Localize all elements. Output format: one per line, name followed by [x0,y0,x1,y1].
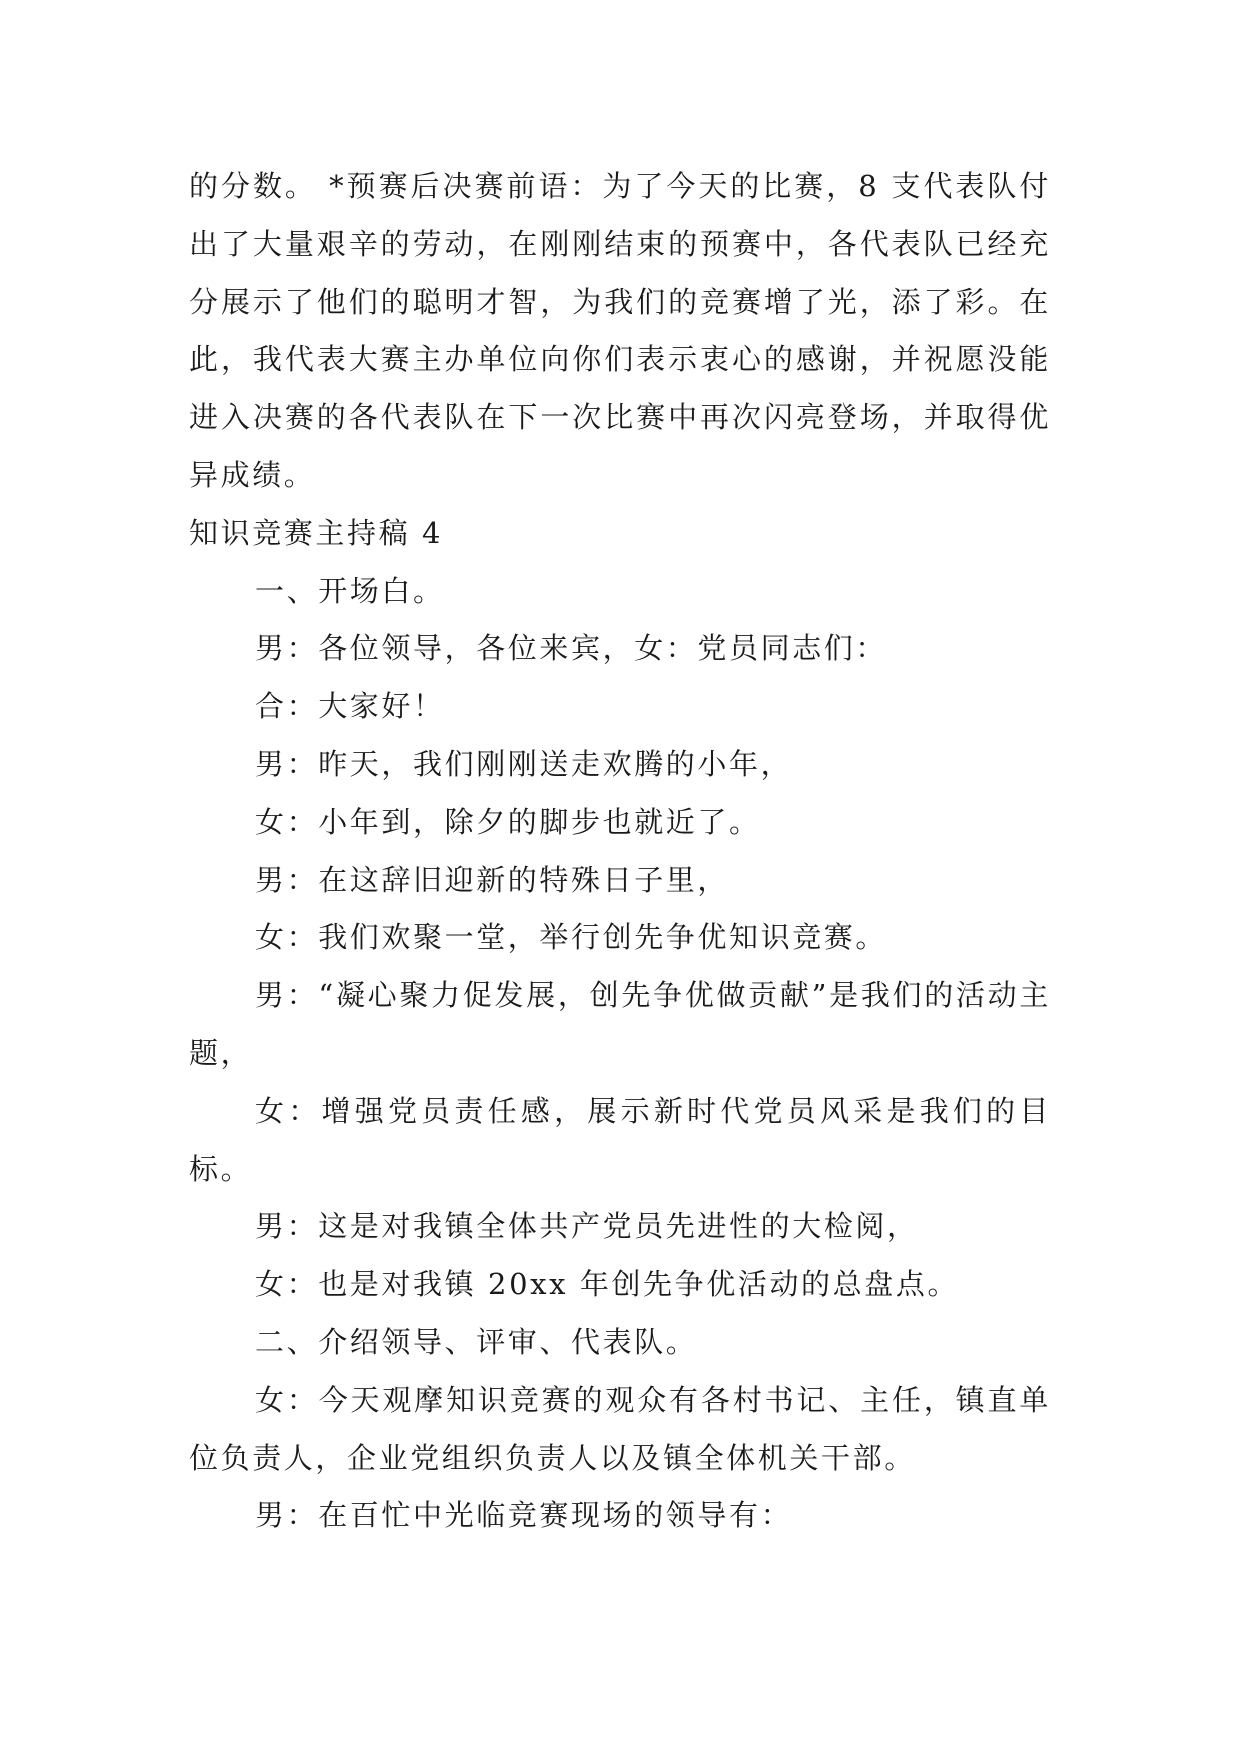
paragraph-intro-title: 二、介绍领导、评审、代表队。 [255,1324,698,1359]
paragraph-gathering: 女：我们欢聚一堂，举行创先争优知识竞赛。 [255,920,888,955]
paragraph-goal: 女：增强党员责任感，展示新时代党员风采是我们的目标。 [189,1093,1051,1186]
paragraph-review: 男：这是对我镇全体共产党员先进性的大检阅， [255,1209,919,1244]
paragraph-theme: 男：“凝心聚力促发展，创先争优做贡献”是我们的活动主题， [189,978,1051,1070]
section-heading: 知识竞赛主持稿 4 [189,515,444,550]
paragraph-prelim-closing: 的分数。 *预赛后决赛前语：为了今天的比赛，8 支代表队付出了大量艰辛的劳动，在刚刚结束的预赛中，各代表队已经充分展示了他们的聪明才智，为我们的竞赛增了光，添了彩。在此，我代表大赛主办单位向你们表示衷心的感谢，并祝愿没能进入决赛的各代表队在下一次比赛中再次闪亮登场，并取得优异成绩。 [189,169,1051,492]
document-body [189,158,1051,1545]
paragraph-together: 合：大家好！ [255,689,445,724]
paragraph-special-day: 男：在这辞旧迎新的特殊日子里， [255,862,730,897]
paragraph-new-year-eve: 女：小年到，除夕的脚步也就近了。 [255,804,761,839]
paragraph-leaders: 男：在百忙中光临竞赛现场的领导有： [255,1498,793,1533]
paragraph-opening-title: 一、开场白。 [255,573,445,608]
paragraph-yesterday: 男：昨天，我们刚刚送走欢腾的小年， [255,746,793,781]
paragraph-audience: 女：今天观摩知识竞赛的观众有各村书记、主任，镇直单位负责人，企业党组织负责人以及镇全体机关干部。 [189,1382,1051,1475]
paragraph-greeting: 男：各位领导，各位来宾，女：党员同志们： [255,631,888,666]
paragraph-summary: 女：也是对我镇 20xx 年创先争优活动的总盘点。 [255,1267,960,1302]
